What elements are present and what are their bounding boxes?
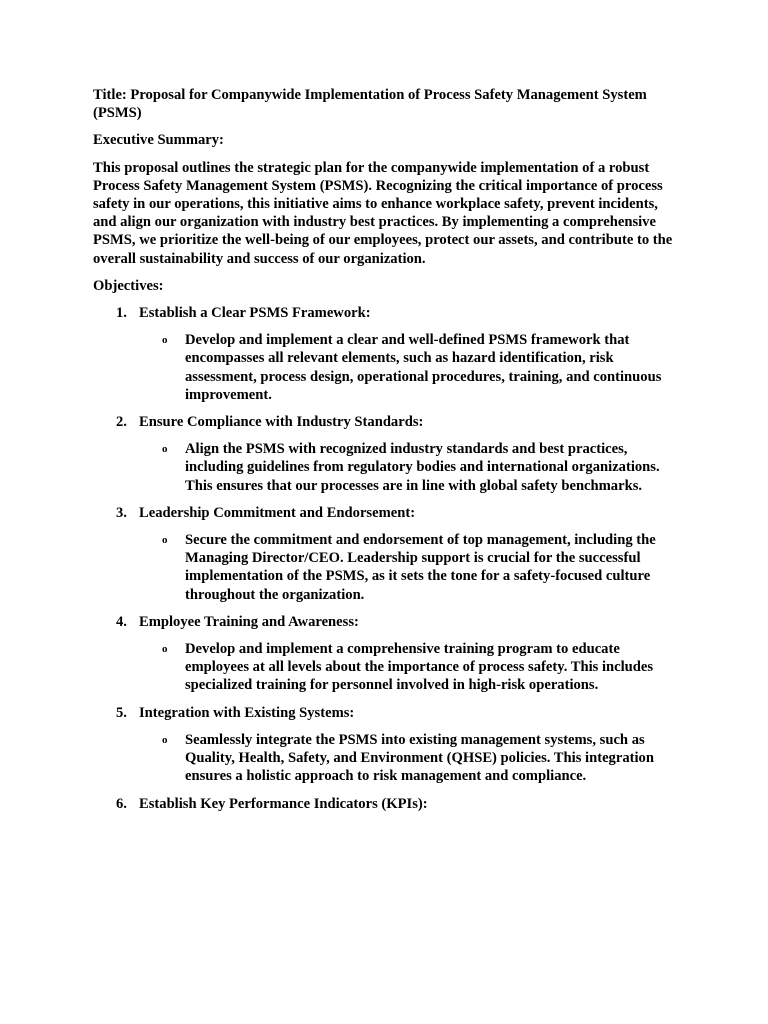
bullet-marker: o bbox=[162, 643, 168, 656]
bullet-marker: o bbox=[162, 534, 168, 547]
objective-bullet-text: Seamlessly integrate the PSMS into existing management systems, such as Quality, Health, Safety, and Environment (QHSE) policies. This integration ensures a holistic approach to risk management and compliance. bbox=[185, 731, 654, 785]
objective-item bbox=[93, 704, 683, 786]
objective-heading: Leadership Commitment and Endorsement: bbox=[139, 504, 416, 521]
objective-heading: Ensure Compliance with Industry Standards: bbox=[139, 414, 424, 431]
objective-bullet bbox=[93, 440, 683, 495]
executive-summary-body: This proposal outlines the strategic plan for the companywide implementation of a robust Process Safety Management System (PSMS). Recognizing the critical importance of process safety in our operations, this initiative aims to enhance workplace safety, prevent incidents, and align our organization with industry best practices. By implementing a comprehensive PSMS, we prioritize the well-being of our employees, protect our assets, and contribute to the overall sustainability and success of our organization. bbox=[93, 159, 673, 267]
objective-item bbox=[93, 795, 683, 813]
objective-number: 5. bbox=[116, 704, 127, 721]
objectives-list bbox=[93, 304, 683, 813]
bullet-marker: o bbox=[162, 334, 168, 347]
bullet-marker: o bbox=[162, 443, 168, 456]
objective-bullet bbox=[93, 640, 683, 695]
executive-summary-heading: Executive Summary: bbox=[93, 132, 224, 149]
objective-item bbox=[93, 304, 683, 404]
objective-heading: Establish a Clear PSMS Framework: bbox=[139, 305, 371, 322]
objective-heading: Establish Key Performance Indicators (KPIs): bbox=[139, 795, 428, 812]
objective-bullet bbox=[93, 331, 683, 404]
objectives-heading: Objectives: bbox=[93, 277, 164, 294]
bullet-marker: o bbox=[162, 733, 168, 746]
objective-item bbox=[93, 413, 683, 495]
objective-bullet bbox=[93, 531, 683, 604]
objective-number: 3. bbox=[116, 504, 127, 521]
document-title: Title: Proposal for Companywide Implementation of Process Safety Management System (PSMS) bbox=[93, 87, 647, 122]
document-page bbox=[93, 86, 683, 822]
objective-number: 1. bbox=[116, 305, 127, 322]
objective-heading: Integration with Existing Systems: bbox=[139, 704, 355, 721]
objective-bullet-text: Develop and implement a clear and well-defined PSMS framework that encompasses all relevant elements, such as hazard identification, risk assessment, process design, operational procedures, training, and continuous improvement. bbox=[185, 332, 662, 403]
objective-bullet-text: Secure the commitment and endorsement of top management, including the Managing Director/CEO. Leadership support is crucial for the successful implementation of the PSMS, as it sets the tone for a safety-focused culture throughout the organization. bbox=[185, 532, 656, 603]
objective-number: 6. bbox=[116, 795, 127, 812]
objective-number: 4. bbox=[116, 613, 127, 630]
objective-item bbox=[93, 613, 683, 695]
objective-item bbox=[93, 504, 683, 604]
objective-number: 2. bbox=[116, 414, 127, 431]
objective-bullet-text: Align the PSMS with recognized industry standards and best practices, including guidelines from regulatory bodies and international organizations. This ensures that our processes are in line with global safety benchmarks. bbox=[185, 441, 660, 494]
objective-bullet-text: Develop and implement a comprehensive training program to educate employees at all levels about the importance of process safety. This includes specialized training for personnel involved in high-risk operations. bbox=[185, 641, 654, 694]
objective-heading: Employee Training and Awareness: bbox=[139, 613, 359, 630]
objective-bullet bbox=[93, 731, 683, 786]
